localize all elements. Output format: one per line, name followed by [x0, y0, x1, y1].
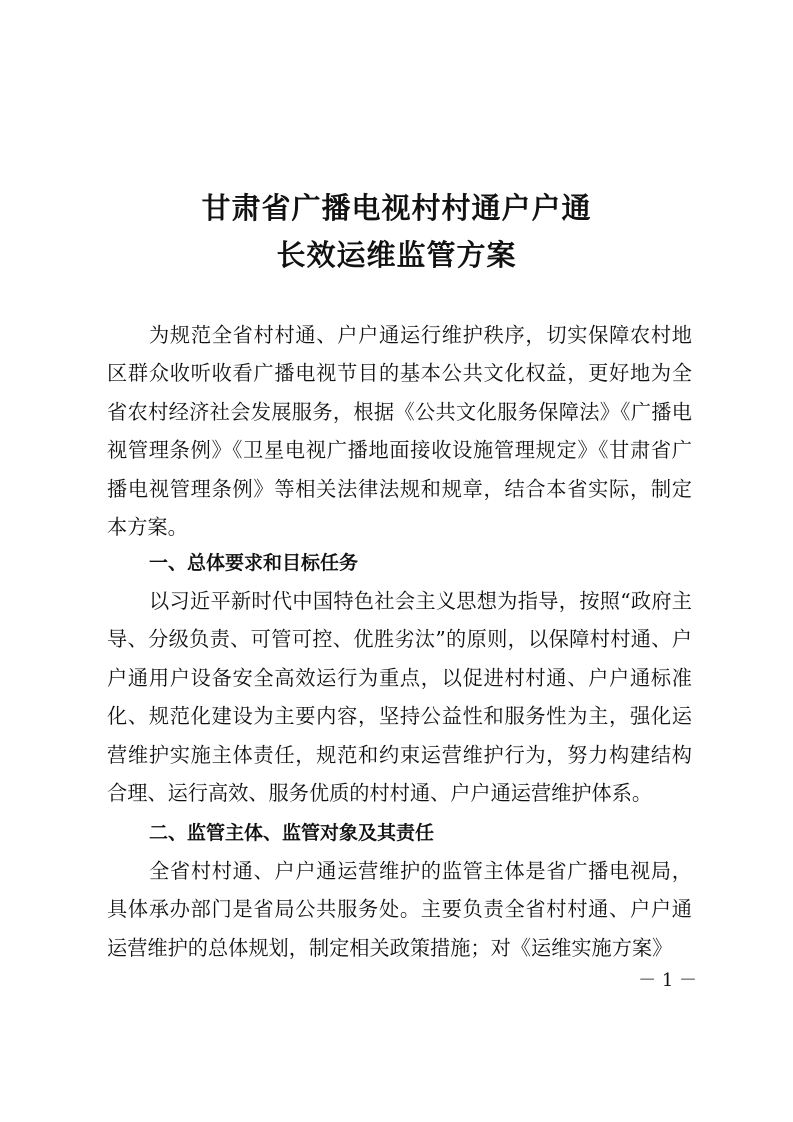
section-2-paragraph: 全省村村通、户户通运营维护的监管主体是省广播电视局，具体承办部门是省局公共服务处。主要负责全省村村通、户户通运营维护的总体规划，制定相关政策措施；对《运维实施方案》	[107, 859, 692, 960]
intro-paragraph: 为规范全省村村通、户户通运行维护秩序，切实保障农村地区群众收听收看广播电视节目的基本公共文化权益，更好地为全省农村经济社会发展服务，根据《公共文化服务保障法》《广播电视管理条例》《卫星电视广播地面接收设施管理规定》《甘肃省广播电视管理条例》等相关法律法规和规章，结合本省实际，制定本方案。	[107, 323, 692, 540]
section-heading-1: 一、总体要求和目标任务	[149, 552, 359, 574]
section-1-paragraph: 以习近平新时代中国特色社会主义思想为指导，按照“政府主导、分级负责、可管可控、优胜劣汰”的原则，以保障村村通、户户通用户设备安全高效运行为重点，以促进村村通、户户通标准化、规范化建设为主要内容，坚持公益性和服务性为主，强化运营维护实施主体责任，规范和约束运营维护行为，努力构建结构合理、运行高效、服务优质的村村通、户户通运营维护体系。	[107, 589, 692, 806]
document-title-line-1: 甘肃省广播电视村村通户户通	[201, 191, 592, 225]
document-title-line-2: 长效运维监管方案	[276, 238, 517, 272]
section-heading-2: 二、监管主体、监管对象及其责任	[149, 822, 435, 844]
page-number: － 1 －	[638, 970, 697, 991]
